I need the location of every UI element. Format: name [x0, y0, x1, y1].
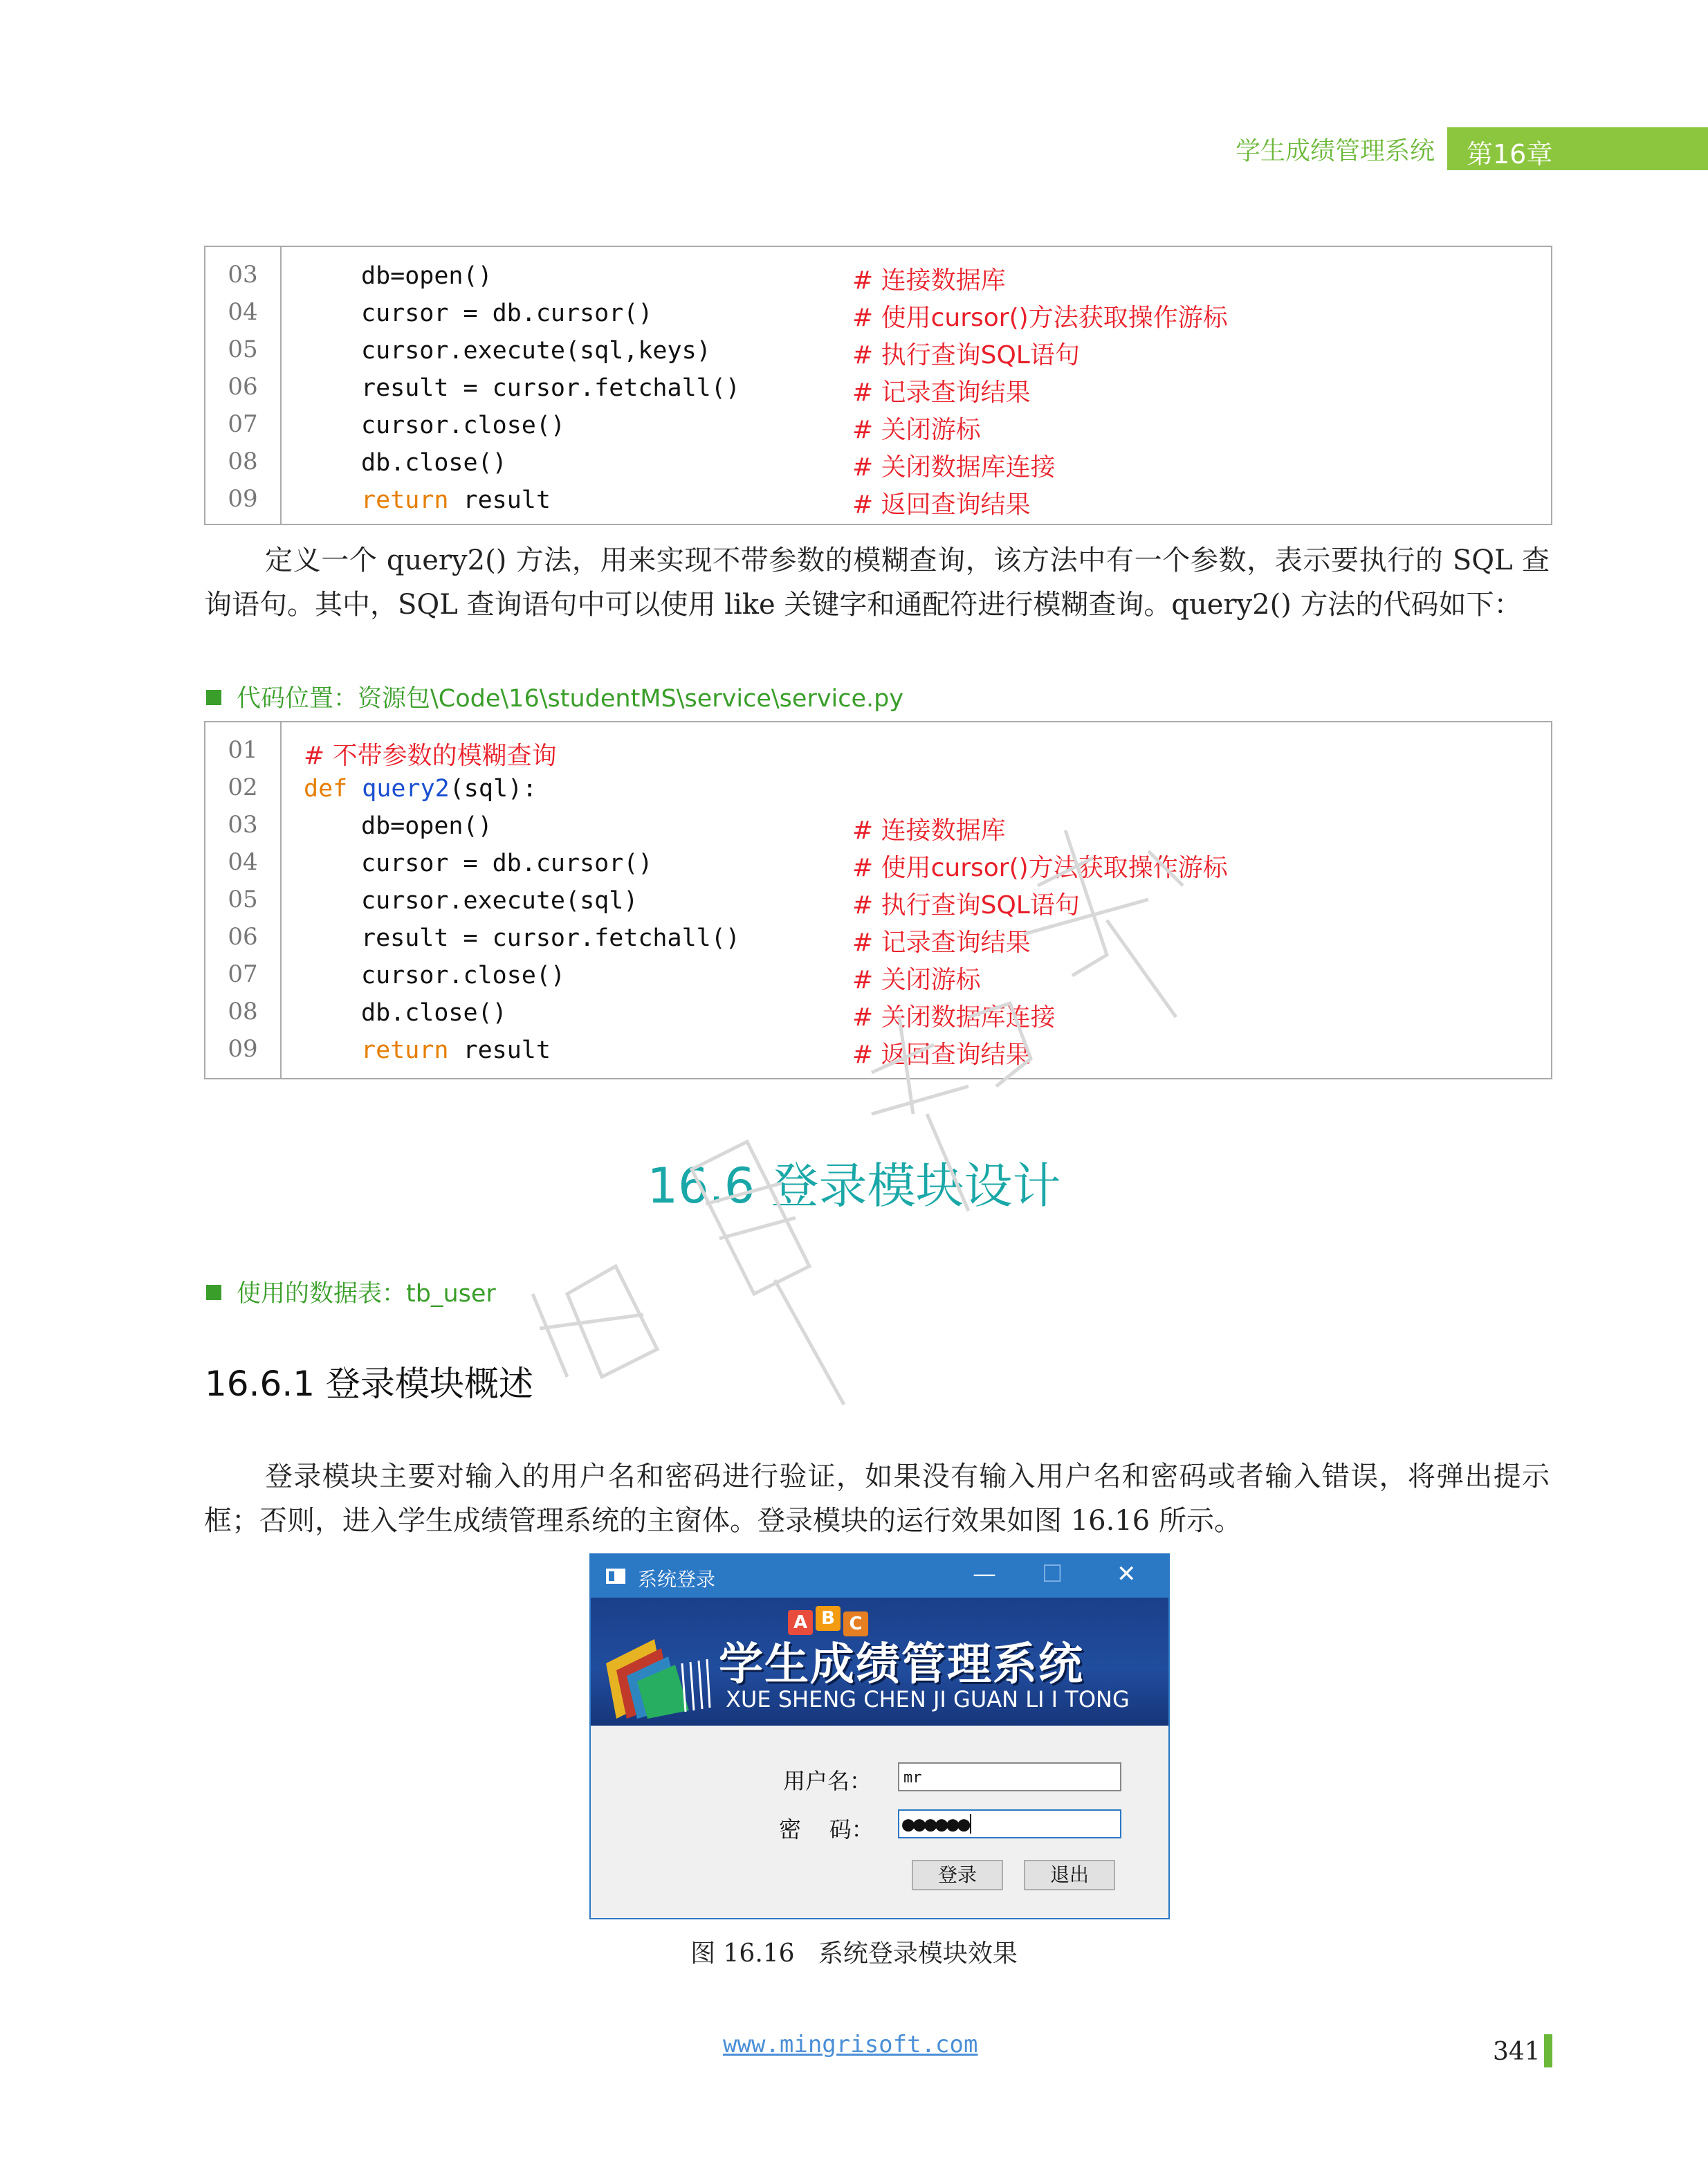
- code-line: 03 db=open() # 连接数据库: [228, 811, 1006, 845]
- password-label: 密 码：: [779, 1816, 874, 1843]
- code-line: 08 db.close() # 关闭数据库连接: [228, 448, 1056, 482]
- minimize-button[interactable]: —: [973, 1560, 996, 1588]
- username-input[interactable]: mr: [898, 1762, 1121, 1791]
- code-line: 04 cursor = db.cursor() # 使用cursor()方法获取操作游标: [228, 848, 1228, 882]
- abc-block: A: [788, 1610, 813, 1635]
- login-button[interactable]: 登录: [912, 1860, 1003, 1890]
- abc-block: C: [843, 1611, 868, 1636]
- code-line: 02 def query2(sql):: [228, 774, 538, 803]
- code-block-2: [204, 721, 1552, 1079]
- code-line: 07 cursor.close() # 关闭游标: [228, 410, 981, 444]
- close-button[interactable]: ✕: [1117, 1560, 1137, 1588]
- code-location-note: 代码位置：资源包\Code\16\studentMS\service\service.py: [206, 679, 903, 714]
- code-line: 04 cursor = db.cursor() # 使用cursor()方法获取操作游标: [228, 298, 1228, 332]
- password-input[interactable]: ●●●●●●: [898, 1809, 1121, 1838]
- code-line: 06 result = cursor.fetchall() # 记录查询结果: [228, 373, 1031, 407]
- code-line: 05 cursor.execute(sql,keys) # 执行查询SQL语句: [228, 336, 1080, 369]
- code-line: 05 cursor.execute(sql) # 执行查询SQL语句: [228, 886, 1080, 920]
- section-title: 16.6 登录模块设计: [647, 1158, 1061, 1214]
- figure-caption: 图 16.16 系统登录模块效果: [690, 1939, 1018, 1968]
- app-banner: [591, 1598, 1168, 1726]
- code-line: 07 cursor.close() # 关闭游标: [228, 960, 981, 994]
- chapter-label: 第16章: [1467, 139, 1553, 170]
- bullet-square-icon: [206, 690, 221, 705]
- footer-link[interactable]: www.mingrisoft.com: [723, 2031, 978, 2058]
- subsection-title: 16.6.1 登录模块概述: [205, 1364, 533, 1404]
- window-title: 系统登录: [638, 1568, 716, 1591]
- books-icon: [599, 1636, 713, 1719]
- code-line: 01 # 不带参数的模糊查询: [228, 736, 557, 770]
- table-note: 使用的数据表：tb_user: [206, 1275, 496, 1309]
- window-titlebar[interactable]: [591, 1555, 1168, 1598]
- login-window: [589, 1553, 1170, 1919]
- body-paragraph-2: 登录模块主要对输入的用户名和密码进行验证，如果没有输入用户名和密码或者输入错误，将弹出提示框；否则，进入学生成绩管理系统的主窗体。登录模块的运行效果如图 16.16 所示。: [204, 1461, 1550, 1537]
- code-line: 08 db.close() # 关闭数据库连接: [228, 998, 1056, 1032]
- code-line: 03 db=open() # 连接数据库: [228, 261, 1006, 295]
- banner-pinyin: XUE SHENG CHEN JI GUAN LI I TONG: [726, 1686, 1130, 1712]
- code-block-1: [204, 246, 1552, 525]
- app-icon: [606, 1569, 625, 1584]
- page-number: 341: [1493, 2038, 1541, 2066]
- abc-block: B: [816, 1606, 841, 1631]
- chapter-tab: [1447, 127, 1708, 170]
- banner-title: 学生成绩管理系统: [719, 1639, 1084, 1690]
- body-paragraph-1: 定义一个 query2() 方法，用来实现不带参数的模糊查询，该方法中有一个参数，表示要执行的 SQL 查询语句。其中，SQL 查询语句中可以使用 like 关键字和通配符进行模糊查询。query2() 方法的代码如下：: [204, 545, 1550, 621]
- exit-button[interactable]: 退出: [1024, 1860, 1115, 1890]
- code-line: 06 result = cursor.fetchall() # 记录查询结果: [228, 923, 1031, 957]
- bullet-square-icon: [206, 1285, 221, 1300]
- code-line: 09 return result # 返回查询结果: [228, 485, 1031, 519]
- text-cursor: [970, 1814, 971, 1834]
- book-title: 学生成绩管理系统: [1235, 137, 1435, 165]
- code-line: 09 return result # 返回查询结果: [228, 1035, 1031, 1069]
- username-label: 用户名：: [783, 1768, 872, 1794]
- page-marker: [1544, 2034, 1552, 2067]
- maximize-button[interactable]: ☐: [1042, 1560, 1063, 1588]
